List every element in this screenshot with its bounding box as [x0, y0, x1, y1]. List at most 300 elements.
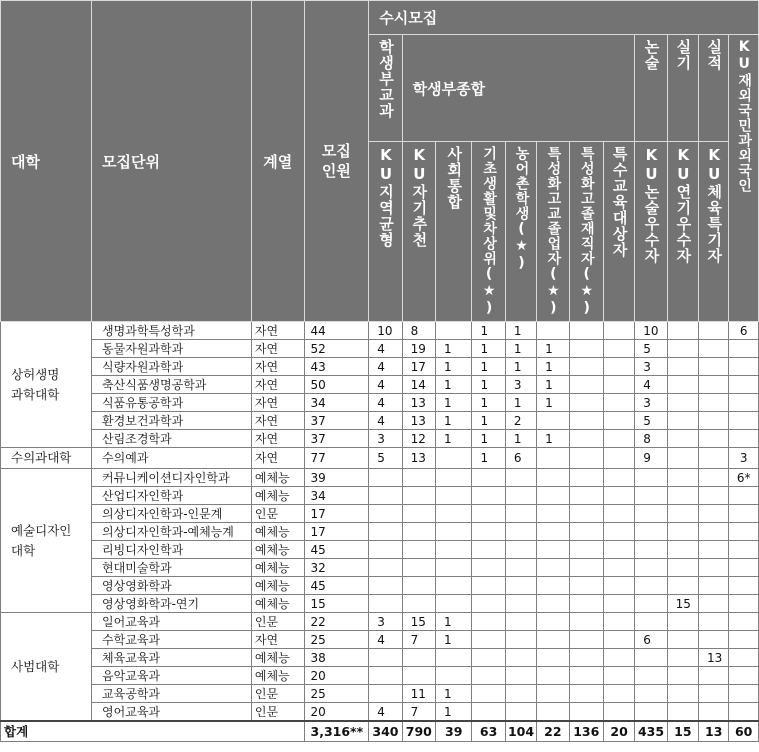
table-row: [1, 430, 759, 448]
basic-cell: [472, 667, 505, 685]
social-cell: [436, 649, 472, 667]
ku-region-cell: [369, 577, 402, 595]
rural-cell: 1: [505, 430, 536, 448]
spec-work-cell: [569, 430, 603, 448]
ku-acting-cell: [667, 667, 698, 685]
unit-cell: 음악교육과: [92, 667, 252, 685]
spec-grad-cell: [537, 487, 569, 505]
ku-nonsul-cell: [635, 523, 667, 541]
ku-nonsul-cell: [635, 541, 667, 559]
ku-region-cell: [369, 685, 402, 703]
track-cell: 자연: [251, 412, 304, 430]
rural-cell: [505, 505, 536, 523]
social-cell: 1: [436, 358, 472, 376]
social-cell: 1: [436, 685, 472, 703]
rural-cell: [505, 523, 536, 541]
ku-sports-cell: [699, 595, 729, 613]
rural-cell: 1: [505, 394, 536, 412]
basic-cell: 1: [472, 358, 505, 376]
track-cell: 인문: [251, 613, 304, 631]
ku-self-cell: 8: [402, 322, 435, 340]
unit-cell: 일어교육과: [92, 613, 252, 631]
spec-grad-cell: 1: [537, 394, 569, 412]
social-cell: 1: [436, 631, 472, 649]
rural-cell: [505, 487, 536, 505]
ku-foreign-cell: [729, 667, 759, 685]
ku-nonsul-cell: [635, 595, 667, 613]
basic-cell: 1: [472, 448, 505, 469]
total-quota: 3,316**: [304, 721, 369, 742]
quota-cell: 50: [304, 376, 369, 394]
ku-acting-cell: [667, 358, 698, 376]
spec-grad-cell: [537, 703, 569, 722]
social-cell: 1: [436, 613, 472, 631]
ku-nonsul-cell: 9: [635, 448, 667, 469]
table-row: [1, 577, 759, 595]
header-spec-work: 특성화고졸재직자(★): [569, 142, 603, 322]
track-cell: 예체능: [251, 523, 304, 541]
spec-grad-cell: [537, 577, 569, 595]
quota-cell: 38: [304, 649, 369, 667]
social-cell: [436, 523, 472, 541]
ku-self-cell: 11: [402, 685, 435, 703]
track-cell: 자연: [251, 340, 304, 358]
track-cell: 자연: [251, 430, 304, 448]
spec-grad-cell: [537, 541, 569, 559]
track-cell: 예체능: [251, 577, 304, 595]
ku-foreign-cell: [729, 577, 759, 595]
social-cell: 1: [436, 703, 472, 722]
header-rural: 농어촌학생(★): [505, 142, 536, 322]
ku-self-cell: [402, 667, 435, 685]
special-ed-cell: [603, 667, 634, 685]
table-row: [1, 469, 759, 487]
social-cell: [436, 577, 472, 595]
total-spec-grad: 22: [537, 721, 569, 742]
ku-sports-cell: [699, 685, 729, 703]
rural-cell: [505, 577, 536, 595]
special-ed-cell: [603, 523, 634, 541]
ku-acting-cell: [667, 322, 698, 340]
rural-cell: 6: [505, 448, 536, 469]
ku-acting-cell: [667, 559, 698, 577]
ku-acting-cell: [667, 541, 698, 559]
special-ed-cell: [603, 376, 634, 394]
track-cell: 자연: [251, 358, 304, 376]
track-cell: 인문: [251, 685, 304, 703]
quota-cell: 39: [304, 469, 369, 487]
special-ed-cell: [603, 448, 634, 469]
ku-region-cell: 10: [369, 322, 402, 340]
quota-cell: 22: [304, 613, 369, 631]
spec-work-cell: [569, 394, 603, 412]
college-cell: 상허생명 과학대학: [1, 322, 92, 448]
ku-nonsul-cell: 10: [635, 322, 667, 340]
unit-cell: 현대미술학과: [92, 559, 252, 577]
track-cell: 예체능: [251, 541, 304, 559]
ku-foreign-cell: 6*: [729, 469, 759, 487]
ku-region-cell: 5: [369, 448, 402, 469]
ku-acting-cell: 15: [667, 595, 698, 613]
unit-cell: 축산식품생명공학과: [92, 376, 252, 394]
ku-nonsul-cell: 4: [635, 376, 667, 394]
ku-self-cell: 13: [402, 412, 435, 430]
ku-self-cell: [402, 523, 435, 541]
total-special-ed: 20: [603, 721, 634, 742]
spec-work-cell: [569, 412, 603, 430]
ku-self-cell: [402, 505, 435, 523]
ku-self-cell: [402, 577, 435, 595]
social-cell: 1: [436, 430, 472, 448]
ku-self-cell: 19: [402, 340, 435, 358]
basic-cell: [472, 703, 505, 722]
spec-grad-cell: [537, 448, 569, 469]
header-ku-acting: KU연기우수자: [667, 142, 698, 322]
basic-cell: [472, 487, 505, 505]
spec-work-cell: [569, 505, 603, 523]
quota-cell: 37: [304, 430, 369, 448]
ku-self-cell: [402, 649, 435, 667]
header-quota: 모집 인원: [304, 1, 369, 322]
ku-self-cell: 13: [402, 394, 435, 412]
ku-acting-cell: [667, 394, 698, 412]
rural-cell: [505, 685, 536, 703]
table-row: [1, 412, 759, 430]
unit-cell: 교육공학과: [92, 685, 252, 703]
spec-work-cell: [569, 703, 603, 722]
track-cell: 자연: [251, 394, 304, 412]
ku-region-cell: [369, 523, 402, 541]
table-row: [1, 505, 759, 523]
rural-cell: [505, 613, 536, 631]
basic-cell: [472, 469, 505, 487]
ku-self-cell: [402, 469, 435, 487]
ku-foreign-cell: [729, 703, 759, 722]
ku-sports-cell: [699, 394, 729, 412]
header-unit: 모집단위: [92, 1, 252, 322]
rural-cell: [505, 469, 536, 487]
total-ku-region: 340: [369, 721, 402, 742]
spec-grad-cell: 1: [537, 430, 569, 448]
ku-foreign-cell: 3: [729, 448, 759, 469]
spec-grad-cell: [537, 322, 569, 340]
table-row: [1, 613, 759, 631]
ku-sports-cell: [699, 703, 729, 722]
college-cell: 수의과대학: [1, 448, 92, 469]
table-row: [1, 394, 759, 412]
table-row: [1, 595, 759, 613]
social-cell: 1: [436, 340, 472, 358]
ku-region-cell: 4: [369, 412, 402, 430]
unit-cell: 의상디자인학과-인문계: [92, 505, 252, 523]
basic-cell: [472, 505, 505, 523]
ku-acting-cell: [667, 505, 698, 523]
table-row: [1, 631, 759, 649]
social-cell: [436, 505, 472, 523]
spec-work-cell: [569, 340, 603, 358]
spec-work-cell: [569, 613, 603, 631]
ku-self-cell: [402, 559, 435, 577]
spec-work-cell: [569, 667, 603, 685]
unit-cell: 영어교육과: [92, 703, 252, 722]
ku-sports-cell: [699, 376, 729, 394]
unit-cell: 영상영화학과: [92, 577, 252, 595]
ku-sports-cell: [699, 448, 729, 469]
table-row: [1, 376, 759, 394]
quota-cell: 45: [304, 577, 369, 595]
rural-cell: 1: [505, 322, 536, 340]
ku-foreign-cell: [729, 376, 759, 394]
quota-cell: 20: [304, 667, 369, 685]
special-ed-cell: [603, 412, 634, 430]
ku-nonsul-cell: [635, 577, 667, 595]
table-row: [1, 685, 759, 703]
ku-foreign-cell: [729, 541, 759, 559]
special-ed-cell: [603, 577, 634, 595]
ku-acting-cell: [667, 376, 698, 394]
social-cell: [436, 448, 472, 469]
quota-cell: 77: [304, 448, 369, 469]
spec-grad-cell: [537, 412, 569, 430]
social-cell: [436, 322, 472, 340]
spec-grad-cell: 1: [537, 376, 569, 394]
ku-acting-cell: [667, 430, 698, 448]
special-ed-cell: [603, 613, 634, 631]
unit-cell: 수학교육과: [92, 631, 252, 649]
table-row: [1, 541, 759, 559]
special-ed-cell: [603, 322, 634, 340]
header-social: 사회통합: [436, 142, 472, 322]
header-gyogwa-group: 학생부교과: [369, 35, 402, 142]
quota-cell: 43: [304, 358, 369, 376]
special-ed-cell: [603, 649, 634, 667]
ku-acting-cell: [667, 577, 698, 595]
ku-region-cell: [369, 559, 402, 577]
total-ku-self: 790: [402, 721, 435, 742]
rural-cell: [505, 649, 536, 667]
special-ed-cell: [603, 430, 634, 448]
ku-nonsul-cell: 6: [635, 631, 667, 649]
quota-cell: 25: [304, 631, 369, 649]
ku-nonsul-cell: [635, 613, 667, 631]
ku-sports-cell: [699, 559, 729, 577]
total-ku-sports: 13: [699, 721, 729, 742]
header-nonsul-group: 논술: [635, 35, 667, 142]
special-ed-cell: [603, 340, 634, 358]
basic-cell: [472, 613, 505, 631]
ku-sports-cell: [699, 631, 729, 649]
quota-cell: 32: [304, 559, 369, 577]
special-ed-cell: [603, 358, 634, 376]
header-jonghap-group: 학생부종합: [402, 35, 635, 142]
ku-foreign-cell: [729, 523, 759, 541]
ku-foreign-cell: [729, 559, 759, 577]
basic-cell: 1: [472, 322, 505, 340]
spec-grad-cell: [537, 595, 569, 613]
quota-cell: 52: [304, 340, 369, 358]
special-ed-cell: [603, 469, 634, 487]
spec-grad-cell: [537, 613, 569, 631]
special-ed-cell: [603, 541, 634, 559]
spec-grad-cell: 1: [537, 340, 569, 358]
ku-acting-cell: [667, 613, 698, 631]
quota-cell: 17: [304, 505, 369, 523]
ku-foreign-cell: [729, 613, 759, 631]
special-ed-cell: [603, 505, 634, 523]
ku-region-cell: [369, 487, 402, 505]
header-ku-sports: KU체육특기자: [699, 142, 729, 322]
rural-cell: [505, 595, 536, 613]
track-cell: 자연: [251, 631, 304, 649]
header-college: 대학: [1, 1, 92, 322]
ku-region-cell: [369, 667, 402, 685]
spec-work-cell: [569, 448, 603, 469]
ku-foreign-cell: [729, 394, 759, 412]
ku-foreign-cell: [729, 340, 759, 358]
spec-grad-cell: [537, 685, 569, 703]
header-ku-region: KU지역균형: [369, 142, 402, 322]
ku-foreign-cell: [729, 358, 759, 376]
ku-acting-cell: [667, 412, 698, 430]
rural-cell: 1: [505, 358, 536, 376]
track-cell: 인문: [251, 505, 304, 523]
spec-work-cell: [569, 577, 603, 595]
track-cell: 인문: [251, 703, 304, 722]
ku-self-cell: 13: [402, 448, 435, 469]
quota-cell: 34: [304, 394, 369, 412]
ku-foreign-cell: [729, 595, 759, 613]
ku-foreign-cell: [729, 631, 759, 649]
quota-cell: 20: [304, 703, 369, 722]
spec-work-cell: [569, 559, 603, 577]
quota-cell: 34: [304, 487, 369, 505]
track-cell: 자연: [251, 322, 304, 340]
rural-cell: 3: [505, 376, 536, 394]
ku-region-cell: 3: [369, 613, 402, 631]
quota-cell: 17: [304, 523, 369, 541]
special-ed-cell: [603, 487, 634, 505]
total-label: 합계: [1, 721, 305, 742]
ku-foreign-cell: [729, 487, 759, 505]
ku-nonsul-cell: [635, 559, 667, 577]
ku-acting-cell: [667, 448, 698, 469]
unit-cell: 커뮤니케이션디자인학과: [92, 469, 252, 487]
ku-nonsul-cell: 8: [635, 430, 667, 448]
ku-region-cell: 4: [369, 358, 402, 376]
ku-self-cell: 14: [402, 376, 435, 394]
social-cell: [436, 541, 472, 559]
basic-cell: 1: [472, 430, 505, 448]
special-ed-cell: [603, 685, 634, 703]
basic-cell: [472, 523, 505, 541]
spec-grad-cell: [537, 469, 569, 487]
header-siljeok-group: 실적: [699, 35, 729, 142]
ku-region-cell: [369, 649, 402, 667]
spec-work-cell: [569, 469, 603, 487]
ku-self-cell: 7: [402, 631, 435, 649]
spec-work-cell: [569, 358, 603, 376]
ku-region-cell: [369, 541, 402, 559]
rural-cell: [505, 703, 536, 722]
total-social: 39: [436, 721, 472, 742]
ku-acting-cell: [667, 469, 698, 487]
spec-grad-cell: [537, 523, 569, 541]
table-row: [1, 340, 759, 358]
spec-grad-cell: 1: [537, 358, 569, 376]
spec-work-cell: [569, 595, 603, 613]
ku-sports-cell: [699, 322, 729, 340]
unit-cell: 수의예과: [92, 448, 252, 469]
unit-cell: 체육교육과: [92, 649, 252, 667]
ku-nonsul-cell: [635, 703, 667, 722]
basic-cell: [472, 577, 505, 595]
ku-self-cell: 17: [402, 358, 435, 376]
spec-work-cell: [569, 487, 603, 505]
social-cell: [436, 469, 472, 487]
rural-cell: 2: [505, 412, 536, 430]
basic-cell: 1: [472, 412, 505, 430]
table-row: [1, 358, 759, 376]
track-cell: 예체능: [251, 667, 304, 685]
basic-cell: [472, 595, 505, 613]
unit-cell: 식품유통공학과: [92, 394, 252, 412]
ku-sports-cell: [699, 667, 729, 685]
total-ku-acting: 15: [667, 721, 698, 742]
ku-sports-cell: [699, 487, 729, 505]
ku-sports-cell: [699, 541, 729, 559]
special-ed-cell: [603, 394, 634, 412]
ku-nonsul-cell: 3: [635, 358, 667, 376]
table-row: [1, 649, 759, 667]
spec-work-cell: [569, 523, 603, 541]
spec-grad-cell: [537, 559, 569, 577]
spec-work-cell: [569, 322, 603, 340]
quota-cell: 45: [304, 541, 369, 559]
table-body: [1, 322, 759, 742]
table-row: [1, 703, 759, 722]
spec-work-cell: [569, 376, 603, 394]
quota-cell: 25: [304, 685, 369, 703]
spec-work-cell: [569, 685, 603, 703]
ku-nonsul-cell: 5: [635, 412, 667, 430]
ku-acting-cell: [667, 523, 698, 541]
basic-cell: 1: [472, 376, 505, 394]
ku-sports-cell: [699, 469, 729, 487]
header-special-ed: 특수교육대상자: [603, 142, 634, 322]
ku-nonsul-cell: [635, 649, 667, 667]
header-silgi-group: 실기: [667, 35, 698, 142]
table-row: [1, 448, 759, 469]
spec-grad-cell: [537, 631, 569, 649]
social-cell: [436, 559, 472, 577]
rural-cell: 1: [505, 340, 536, 358]
ku-nonsul-cell: 3: [635, 394, 667, 412]
ku-foreign-cell: [729, 430, 759, 448]
ku-foreign-cell: 6: [729, 322, 759, 340]
special-ed-cell: [603, 703, 634, 722]
ku-acting-cell: [667, 649, 698, 667]
ku-foreign-cell: [729, 649, 759, 667]
rural-cell: [505, 667, 536, 685]
ku-foreign-cell: [729, 412, 759, 430]
ku-sports-cell: 13: [699, 649, 729, 667]
college-cell: 예술디자인 대학: [1, 469, 92, 613]
ku-region-cell: [369, 469, 402, 487]
unit-cell: 산업디자인학과: [92, 487, 252, 505]
spec-work-cell: [569, 631, 603, 649]
ku-region-cell: 4: [369, 376, 402, 394]
rural-cell: [505, 559, 536, 577]
